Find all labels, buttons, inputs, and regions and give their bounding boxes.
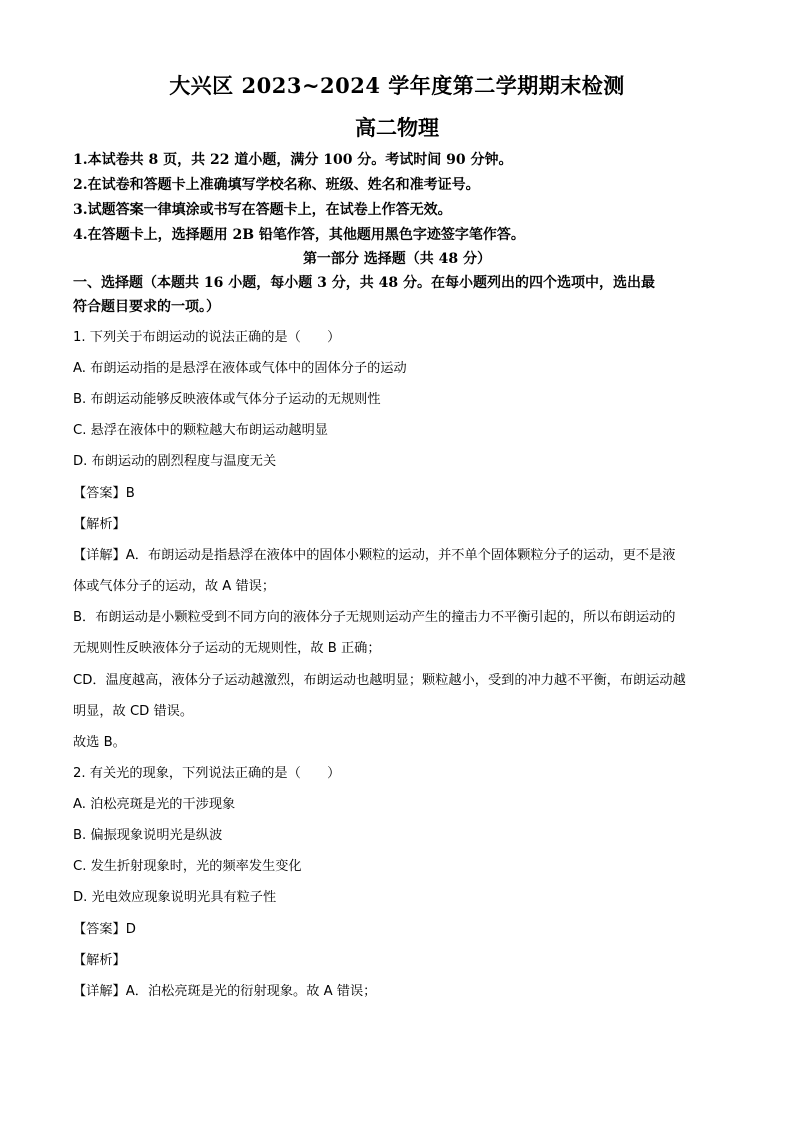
question-option: C. 发生折射现象时，光的频率发生变化 <box>73 859 302 874</box>
question-option: A. 布朗运动指的是悬浮在液体或气体中的固体分子的运动 <box>73 361 407 376</box>
section-instruction: 一、选择题（本题共 16 小题，每小题 3 分，共 48 分。在每小题列出的四个选项中，选出最 <box>73 275 655 291</box>
detail-line: 明显，故 CD 错误。 <box>73 704 194 719</box>
note-line: 1.本试卷共 8 页，共 22 道小题，满分 100 分。考试时间 90 分钟。 <box>73 152 513 168</box>
section-title: 第一部分 选择题（共 48 分） <box>302 251 492 267</box>
analysis-label: 【解析】 <box>73 953 126 968</box>
answer-label: 【答案】B <box>73 486 135 501</box>
question-option: D. 光电效应现象说明光具有粒子性 <box>73 890 277 905</box>
question-option: C. 悬浮在液体中的颗粒越大布朗运动越明显 <box>73 423 328 438</box>
analysis-label: 【解析】 <box>73 517 126 532</box>
note-line: 4.在答题卡上，选择题用 2B 铅笔作答，其他题用黑色字迹签字笔作答。 <box>73 227 525 243</box>
question-option: B. 布朗运动能够反映液体或气体分子运动的无规则性 <box>73 392 381 407</box>
question-stem: 1. 下列关于布朗运动的说法正确的是（ ） <box>73 330 341 345</box>
detail-line: CD．温度越高，液体分子运动越激烈，布朗运动也越明显；颗粒越小，受到的冲力越不平衡，布朗运动越 <box>73 673 686 688</box>
detail-line: B．布朗运动是小颗粒受到不同方向的液体分子无规则运动产生的撞击力不平衡引起的，所以布朗运动的 <box>73 610 676 625</box>
section-instruction: 符合题目要求的一项。） <box>73 299 220 315</box>
detail-line: 无规则性反映液体分子运动的无规则性，故 B 正确； <box>73 641 381 656</box>
detail-line: 体或气体分子的运动，故 A 错误； <box>73 579 276 594</box>
answer-label: 【答案】D <box>73 922 136 937</box>
question-option: D. 布朗运动的剧烈程度与温度无关 <box>73 454 277 469</box>
detail-line: 【详解】A．布朗运动是指悬浮在液体中的固体小颗粒的运动，并不单个固体颗粒分子的运动，更不是液 <box>73 548 676 563</box>
exam-title: 大兴区 2023~2024 学年度第二学期期末检测 <box>169 73 625 98</box>
detail-line: 【详解】A．泊松亮斑是光的衍射现象。故 A 错误； <box>73 984 377 999</box>
note-line: 2.在试卷和答题卡上准确填写学校名称、班级、姓名和准考证号。 <box>73 177 480 193</box>
question-option: A. 泊松亮斑是光的干涉现象 <box>73 797 236 812</box>
exam-subject: 高二物理 <box>355 115 439 140</box>
question-option: B. 偏振现象说明光是纵波 <box>73 828 223 843</box>
question-stem: 2. 有关光的现象，下列说法正确的是（ ） <box>73 766 341 781</box>
detail-line: 故选 B。 <box>73 735 126 750</box>
note-line: 3.试题答案一律填涂或书写在答题卡上，在试卷上作答无效。 <box>73 202 452 218</box>
